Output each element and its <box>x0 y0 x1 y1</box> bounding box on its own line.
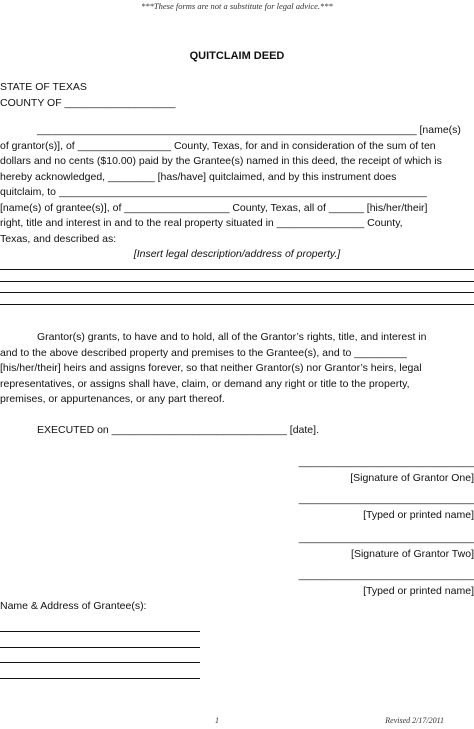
grantor-signature-block-one <box>0 455 474 523</box>
paragraph-line: Texas, and described as: <box>0 232 117 245</box>
state-line: STATE OF TEXAS <box>0 81 87 93</box>
venue-block <box>0 80 474 111</box>
paragraph-line: [his/her/their] heirs and assigns forever, so that neither Grantor(s) nor Grantor’s heirs, legal <box>0 362 422 374</box>
grantee-address-lines <box>0 617 200 679</box>
executed-line: EXECUTED on ______________________________ [date]. <box>37 424 319 436</box>
page-number: 1 <box>215 716 219 725</box>
signature-line[interactable]: ______________________________ <box>298 493 474 505</box>
blank-line[interactable] <box>0 281 474 282</box>
paragraph-line: Grantor(s) grants, to have and to hold, all of the Grantor’s rights, title, and interest in <box>37 331 427 343</box>
paragraph-line: right, title and interest in and to the real property situated in _______________ County, <box>0 217 403 229</box>
legal-advice-notice: ***These forms are not a substitute for legal advice.*** <box>141 1 333 11</box>
grantee-address-line[interactable] <box>0 617 200 633</box>
blank-line[interactable] <box>0 304 474 305</box>
paragraph-line: [name(s) of grantee(s)], of __________________ County, Texas, all of ______ [his/her/their] <box>0 201 428 214</box>
blank-line[interactable] <box>0 269 474 270</box>
signature-label: [Typed or printed name] <box>363 584 474 597</box>
paragraph-line: of grantor(s)], of ________________ County, Texas, for and in consideration of the sum of ten <box>0 139 436 152</box>
legal-description-lines <box>0 269 474 315</box>
blank-line[interactable] <box>0 292 474 293</box>
paragraph-line: quitclaim, to _______________________________________________________________ <box>0 186 427 198</box>
legal-description-placeholder: [Insert legal description/address of property.] <box>133 248 341 260</box>
paragraph-line: and to the above described property and premises to the Grantee(s), and to _________ <box>0 346 407 359</box>
paragraph-line: premises, or appurtenances, or any part thereof. <box>0 393 225 405</box>
signature-label: [Signature of Grantor Two] <box>351 547 474 560</box>
grantee-label: Name & Address of Grantee(s): <box>0 600 147 612</box>
revision-date: Revised 2/17/2011 <box>385 716 444 725</box>
grant-paragraph <box>0 123 474 263</box>
habendum-paragraph <box>0 330 474 408</box>
document-title: QUITCLAIM DEED <box>189 50 285 62</box>
paragraph-line: _________________________________________________________________ [name(s) <box>37 124 461 136</box>
county-line: COUNTY OF ___________________ <box>0 96 176 109</box>
signature-line[interactable]: ______________________________ <box>298 532 474 544</box>
signature-line[interactable]: ______________________________ <box>298 569 474 581</box>
grantee-address-line[interactable] <box>0 663 200 679</box>
grantee-block <box>0 599 474 679</box>
paragraph-line: hereby acknowledged, ________ [has/have] quitclaimed, and by this instrument does <box>0 170 397 183</box>
paragraph-line: dollars and no cents ($10.00) paid by the Grantee(s) named in this deed, the receipt of which is <box>0 155 442 167</box>
executed-block <box>0 423 474 439</box>
signature-line[interactable]: ______________________________ <box>298 456 474 468</box>
signature-label: [Typed or printed name] <box>363 508 474 521</box>
paragraph-line: representatives, or assigns shall have, claim, or demand any right or title to the property, <box>0 377 410 390</box>
grantor-signature-block-two <box>0 531 474 599</box>
signature-label: [Signature of Grantor One] <box>350 471 474 484</box>
grantee-address-line[interactable] <box>0 632 200 648</box>
grantee-address-line[interactable] <box>0 648 200 664</box>
